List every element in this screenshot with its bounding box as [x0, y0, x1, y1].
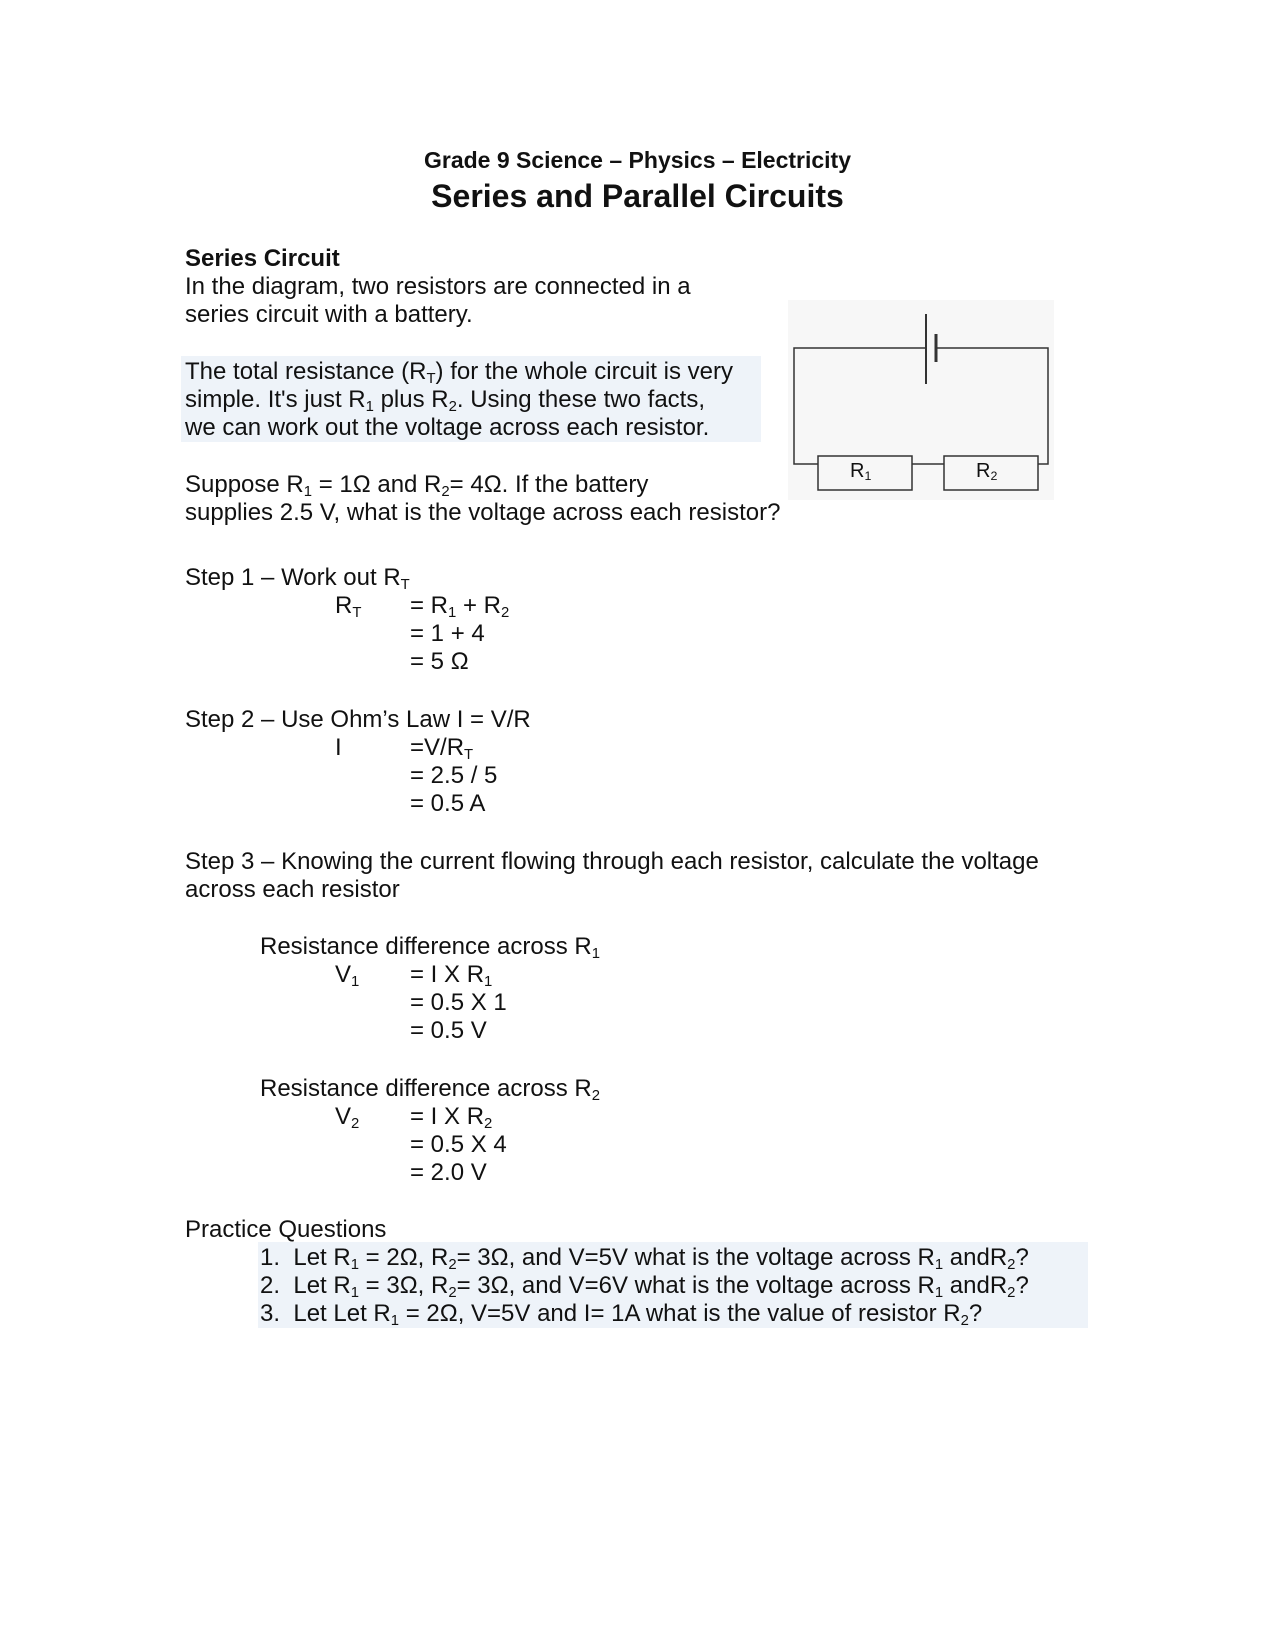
intro-line-1: In the diagram, two resistors are connected in a: [185, 273, 691, 300]
wire-left: [794, 348, 926, 464]
step1-line-2: = 1 + 4: [410, 620, 485, 647]
step1-line-1: = R1 + R2: [410, 592, 510, 622]
step2-line-1: =V/RT: [410, 734, 474, 764]
step3a-line-1: = I X R1: [410, 961, 493, 991]
header: [0, 147, 1275, 215]
step3b-line-2: = 0.5 X 4: [410, 1131, 507, 1158]
practice-item-3: 3. Let Let R1 = 2Ω, V=5V and I= 1A what is the value of resistor R2?: [260, 1300, 983, 1330]
circuit-svg: [788, 300, 1054, 500]
step3a-label: Resistance difference across R1: [260, 933, 600, 963]
step3a-lhs: V1: [335, 961, 360, 991]
course-title: Grade 9 Science – Physics – Electricity: [423, 147, 852, 173]
question-line-1: Suppose R1 = 1Ω and R2= 4Ω. If the battery: [185, 471, 649, 501]
resistance-line-3: we can work out the voltage across each resistor.: [185, 414, 710, 441]
step2-lhs: I: [335, 734, 342, 761]
circuit-diagram: [788, 300, 1054, 500]
step1-title: Step 1 – Work out RT: [185, 564, 410, 594]
step3-title-2: across each resistor: [185, 876, 400, 903]
section-heading: Series Circuit: [185, 245, 340, 272]
step2-title: Step 2 – Use Ohm’s Law I = V/R: [185, 706, 531, 733]
step3-title-1: Step 3 – Knowing the current flowing through each resistor, calculate the voltage: [185, 848, 1039, 875]
r1-label: R1: [850, 460, 872, 484]
practice-item-1: 1. Let R1 = 2Ω, R2= 3Ω, and V=5V what is the voltage across R1 andR2?: [260, 1244, 1029, 1274]
resistance-line-1: The total resistance (RT) for the whole circuit is very: [185, 358, 733, 388]
step3a-line-2: = 0.5 X 1: [410, 989, 507, 1016]
practice-item-2: 2. Let R1 = 3Ω, R2= 3Ω, and V=6V what is the voltage across R1 andR2?: [260, 1272, 1029, 1302]
question-line-2: supplies 2.5 V, what is the voltage across each resistor?: [185, 499, 781, 526]
step3b-line-1: = I X R2: [410, 1103, 493, 1133]
r2-label: R2: [976, 460, 998, 484]
step3b-lhs: V2: [335, 1103, 360, 1133]
step3b-label: Resistance difference across R2: [260, 1075, 600, 1105]
step2-line-3: = 0.5 A: [410, 790, 486, 817]
step1-line-3: = 5 Ω: [410, 648, 469, 675]
intro-line-2: series circuit with a battery.: [185, 301, 473, 328]
step2-line-2: = 2.5 / 5: [410, 762, 498, 789]
step3a-line-3: = 0.5 V: [410, 1017, 487, 1044]
wire-right: [936, 348, 1048, 464]
page-title: Series and Parallel Circuits: [431, 178, 844, 214]
resistance-line-2: simple. It's just R1 plus R2. Using these two facts,: [185, 386, 705, 416]
step1-lhs: RT: [335, 592, 362, 622]
step3b-line-3: = 2.0 V: [410, 1159, 487, 1186]
practice-heading: Practice Questions: [185, 1216, 387, 1243]
